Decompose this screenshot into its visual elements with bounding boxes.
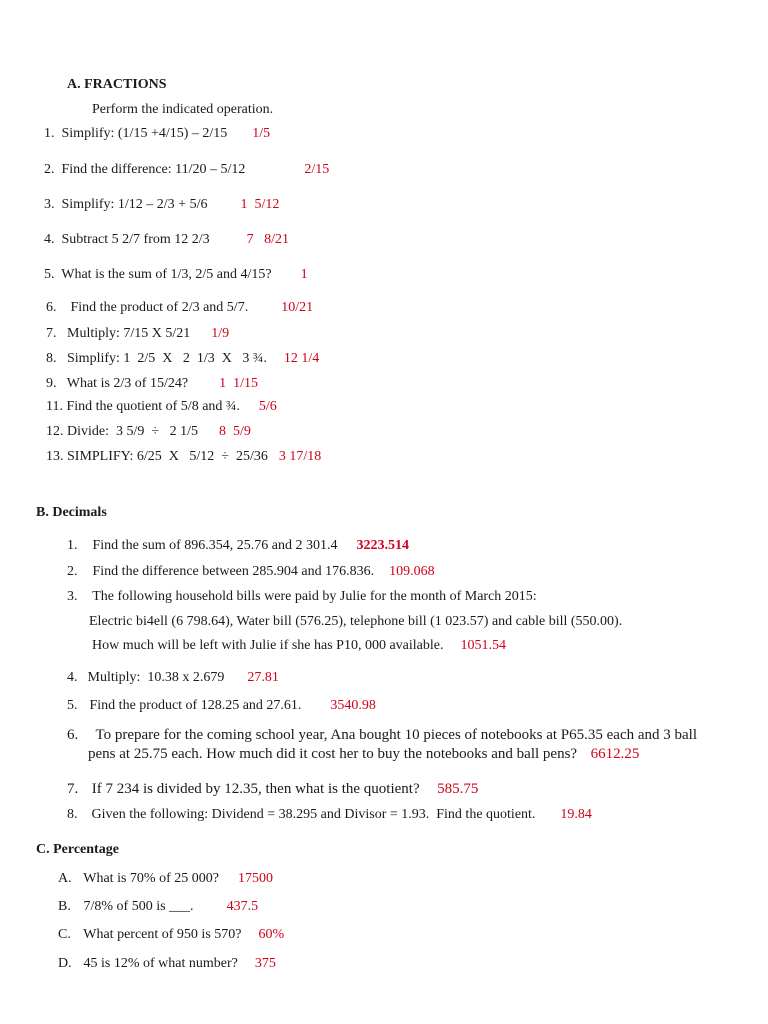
answer-text: 585.75 <box>437 781 479 797</box>
question-text: 45 is 12% of what number? <box>83 956 238 971</box>
list-item <box>44 125 270 143</box>
question-text: How much will be left with Julie if she has P10, 000 available. <box>92 638 444 653</box>
fractions-instruction: Perform the indicated operation. <box>92 102 274 117</box>
question-text: If 7 234 is divided by 12.35, then what is the quotient? <box>91 781 420 797</box>
answer-text: 5/6 <box>258 399 277 414</box>
item-number: 5. <box>67 698 78 713</box>
answer-text: 19.84 <box>560 807 592 822</box>
answer-text: 109.068 <box>389 564 435 579</box>
item-number: 9. <box>46 376 57 391</box>
question-text: 7/8% of 500 is ___. <box>83 899 194 914</box>
item-number: 13. <box>46 449 64 464</box>
item-number: 6. <box>67 727 79 743</box>
section-heading-percentage: C. Percentage <box>36 842 119 857</box>
item-number: 4. <box>67 670 78 685</box>
answer-text: 6612.25 <box>590 746 640 762</box>
question-text: Find the sum of 896.354, 25.76 and 2 301.4 <box>92 538 338 553</box>
item-number: 2. <box>44 162 55 177</box>
list-item <box>67 588 537 606</box>
answer-text: 1/5 <box>252 126 271 141</box>
list-item <box>67 806 592 824</box>
answer-text: 3540.98 <box>330 698 376 713</box>
answer-text: 1 1/15 <box>219 376 258 391</box>
question-text: Find the product of 2/3 and 5/7. <box>70 300 249 315</box>
item-number: 7. <box>46 326 57 341</box>
answer-text: 17500 <box>237 871 273 886</box>
item-number: 12. <box>46 424 64 439</box>
question-text: Simplify: 1/12 – 2/3 + 5/6 <box>61 197 208 212</box>
list-item <box>67 726 697 744</box>
question-text: To prepare for the coming school year, Ana bought 10 pieces of notebooks at P65.35 each and 3 ball <box>95 727 698 743</box>
list-item <box>46 375 258 393</box>
answer-text: 7 8/21 <box>246 232 290 247</box>
answer-text: 1/9 <box>211 326 230 341</box>
answer-text: 12 1/4 <box>283 351 320 366</box>
list-item <box>46 423 251 441</box>
item-number: 3. <box>67 589 78 604</box>
item-number: B. <box>58 899 71 914</box>
question-text: What is the sum of 1/3, 2/5 and 4/15? <box>61 267 272 282</box>
list-item <box>46 299 313 317</box>
item-number: 2. <box>67 564 78 579</box>
question-text: Simplify: (1/15 +4/15) – 2/15 <box>61 126 228 141</box>
question-text: Find the product of 128.25 and 27.61. <box>89 698 302 713</box>
list-item <box>44 161 329 179</box>
section-heading-fractions: A. FRACTIONS <box>67 77 167 92</box>
list-item-continuation <box>88 745 639 763</box>
question-text: Find the difference: 11/20 – 5/12 <box>61 162 246 177</box>
question-text: Find the difference between 285.904 and 176.836. <box>92 564 375 579</box>
question-text: Given the following: Dividend = 38.295 and Divisor = 1.93. Find the quotient. <box>91 807 536 822</box>
question-text: The following household bills were paid by Julie for the month of March 2015: <box>92 589 537 604</box>
answer-text: 3 17/18 <box>278 449 322 464</box>
list-item <box>44 196 279 214</box>
item-number: 3. <box>44 197 55 212</box>
list-item <box>46 398 277 416</box>
answer-text: 375 <box>254 956 276 971</box>
answer-text: 60% <box>258 927 285 942</box>
question-text: Simplify: 1 2/5 X 2 1/3 X 3 ¾. <box>67 351 267 366</box>
list-item <box>46 325 229 343</box>
question-text: pens at 25.75 each. How much did it cost her to buy the notebooks and ball pens? <box>88 746 578 762</box>
question-text: Multiply: 10.38 x 2.679 <box>87 670 225 685</box>
list-item <box>58 870 273 888</box>
answer-text: 3223.514 <box>356 538 409 553</box>
item-number: D. <box>58 956 72 971</box>
answer-text: 1 5/12 <box>240 197 280 212</box>
answer-text: 1 <box>300 267 308 282</box>
question-text: What percent of 950 is 570? <box>83 927 242 942</box>
item-number: 4. <box>44 232 55 247</box>
list-item <box>67 563 435 581</box>
question-text: Multiply: 7/15 X 5/21 <box>67 326 191 341</box>
list-item-continuation <box>92 637 506 655</box>
question-text: What is 70% of 25 000? <box>83 871 219 886</box>
item-number: C. <box>58 927 71 942</box>
item-number: 7. <box>67 781 79 797</box>
list-item <box>46 448 321 466</box>
item-number: 6. <box>46 300 57 315</box>
item-number: 8. <box>46 351 57 366</box>
item-number: A. <box>58 871 72 886</box>
question-continuation: Electric bi4ell (6 798.64), Water bill (576.25), telephone bill (1 023.57) and cable bill (550.00). <box>89 614 623 629</box>
item-number: 11. <box>46 399 63 414</box>
item-number: 8. <box>67 807 78 822</box>
question-text: Divide: 3 5/9 ÷ 2 1/5 <box>67 424 198 439</box>
question-text: Find the quotient of 5/8 and ¾. <box>66 399 240 414</box>
list-item <box>67 697 376 715</box>
section-heading-decimals: B. Decimals <box>36 505 107 520</box>
question-text: SIMPLIFY: 6/25 X 5/12 ÷ 25/36 <box>67 449 268 464</box>
answer-text: 2/15 <box>304 162 330 177</box>
list-item <box>67 669 279 687</box>
list-item <box>44 231 289 249</box>
list-item <box>67 780 478 798</box>
question-text: Subtract 5 2/7 from 12 2/3 <box>61 232 210 247</box>
item-number: 1. <box>67 538 78 553</box>
list-item <box>58 926 284 944</box>
answer-text: 27.81 <box>247 670 279 685</box>
list-item <box>44 266 308 284</box>
answer-text: 8 5/9 <box>218 424 251 439</box>
answer-text: 437.5 <box>226 899 259 914</box>
list-item <box>67 537 409 555</box>
answer-text: 1051.54 <box>460 638 506 653</box>
list-item <box>46 350 319 368</box>
question-text: What is 2/3 of 15/24? <box>66 376 189 391</box>
list-item <box>58 955 276 973</box>
item-number: 1. <box>44 126 55 141</box>
answer-text: 10/21 <box>281 300 314 315</box>
item-number: 5. <box>44 267 55 282</box>
list-item <box>58 898 258 916</box>
